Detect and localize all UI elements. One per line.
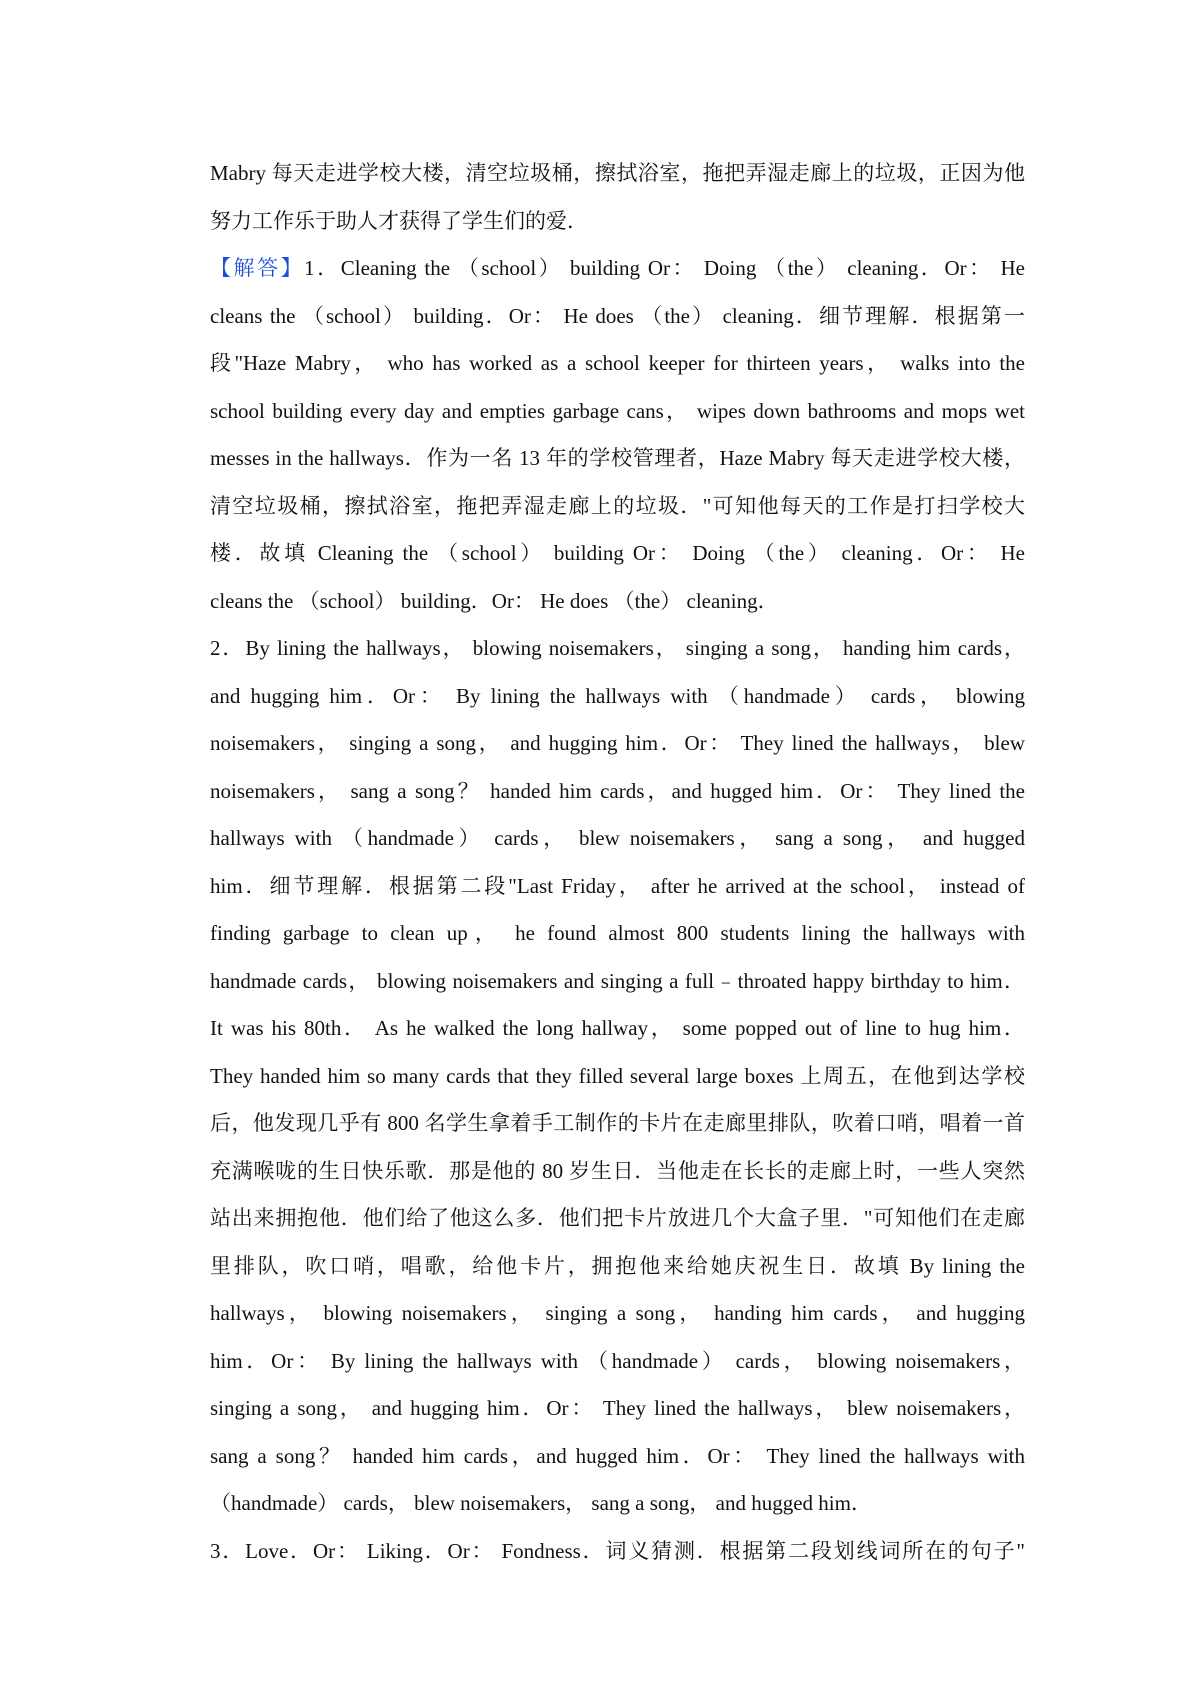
text-line (210, 910, 1025, 958)
text-line-content: finding garbage to clean up， he found almost 800 students lining the hallways with (210, 921, 1025, 945)
text-line-content: school building every day and empties garbage cans， wipes down bathrooms and mops wet (210, 398, 1025, 423)
text-line-content: him．细节理解．根据第二段"Last Friday， after he arrived at the school， instead of (210, 873, 1025, 898)
text-line (210, 1195, 1025, 1243)
text-line-content: hallways， blowing noisemakers， singing a song， handing him cards， and hugging (210, 1301, 1025, 1325)
text-line-content: hallways with （handmade） cards， blew noisemakers， sang a song， and hugged (210, 826, 1025, 850)
text-line-content: and hugging him．Or： By lining the hallways with （handmade） cards， blowing (210, 683, 1025, 708)
text-line-content: him．Or： By lining the hallways with （handmade） cards， blowing noisemakers， (210, 1348, 1025, 1373)
text-line (210, 245, 1025, 293)
text-line-content: 3．Love．Or： Liking．Or： Fondness．词义猜测．根据第二段划线词所在的句子" (210, 1538, 1025, 1563)
text-line-content: 里排队，吹口哨，唱歌，给他卡片，拥抱他来给她庆祝生日．故填 By lining the (210, 1253, 1025, 1278)
text-line-content: cleans the （school） building．Or： He does （the） cleaning．细节理解．根据第一 (210, 303, 1025, 328)
text-line (210, 1100, 1025, 1148)
text-line-content: 段"Haze Mabry， who has worked as a school keeper for thirteen years， walks into the (210, 351, 1025, 375)
text-line-content: sang a song？ handed him cards，and hugged him．Or： They lined the hallways with (210, 1443, 1025, 1468)
text-line (210, 530, 1025, 578)
text-line (210, 483, 1025, 531)
text-line (210, 1148, 1025, 1196)
answer-label: 【解答】 (210, 256, 305, 280)
text-line (210, 1338, 1025, 1386)
text-line-content: It was his 80th． As he walked the long hallway， some popped out of line to hug him． (210, 1016, 1025, 1040)
text-line-content: Mabry 每天走进学校大楼，清空垃圾桶，擦拭浴室，拖把弄湿走廊上的垃圾，正因为他 (210, 161, 1025, 185)
text-line (210, 388, 1025, 436)
text-line-content: （handmade） cards， blew noisemakers， sang a song， and hugged him． (210, 1491, 872, 1515)
text-line (210, 863, 1025, 911)
text-line (210, 293, 1025, 341)
text-line (210, 1243, 1025, 1291)
text-line (210, 1528, 1025, 1576)
text-line (210, 435, 1025, 483)
text-line-content: 后，他发现几乎有 800 名学生拿着手工制作的卡片在走廊里排队，吹着口哨，唱着一首 (210, 1111, 1025, 1135)
text-line-content: singing a song， and hugging him．Or： They lined the hallways， blew noisemakers， (210, 1396, 1025, 1420)
text-line (210, 720, 1025, 768)
text-line (210, 1290, 1025, 1338)
text-line-content: They handed him so many cards that they filled several large boxes 上周五，在他到达学校 (210, 1063, 1025, 1088)
text-line (210, 815, 1025, 863)
text-line (210, 1480, 1025, 1528)
text-line-content: 1．Cleaning the （school） building Or： Doing （the） cleaning．Or： He (304, 256, 1025, 280)
text-line (210, 673, 1025, 721)
text-line (210, 958, 1025, 1006)
text-line-content: 努力工作乐于助人才获得了学生们的爱． (210, 208, 588, 233)
text-line (210, 625, 1025, 673)
text-line (210, 1053, 1025, 1101)
text-line (210, 1385, 1025, 1433)
text-line-content: 站出来拥抱他．他们给了他这么多．他们把卡片放进几个大盒子里．"可知他们在走廊 (210, 1206, 1025, 1230)
text-line (210, 1433, 1025, 1481)
text-line-content: 清空垃圾桶，擦拭浴室，拖把弄湿走廊上的垃圾．"可知他每天的工作是打扫学校大 (210, 493, 1025, 518)
text-line-content: 2．By lining the hallways， blowing noisemakers， singing a song， handing him cards， (210, 636, 1025, 660)
text-line-content: 充满喉咙的生日快乐歌．那是他的 80 岁生日．当他走在长长的走廊上时，一些人突然 (210, 1158, 1025, 1183)
text-line (210, 340, 1025, 388)
text-line-content: cleans the （school） building．Or： He does （the） cleaning． (210, 588, 779, 613)
text-line (210, 1005, 1025, 1053)
text-line-content: handmade cards， blowing noisemakers and singing a full﹣throated happy birthday to him． (210, 968, 1025, 993)
text-line (210, 150, 1025, 198)
text-line (210, 768, 1025, 816)
text-line (210, 198, 1025, 246)
text-line-content: noisemakers， singing a song， and hugging him．Or： They lined the hallways， blew (210, 731, 1025, 755)
text-line-content: noisemakers， sang a song？ handed him cards，and hugged him．Or： They lined the (210, 778, 1025, 803)
text-line-content: 楼．故填 Cleaning the （school） building Or： Doing （the） cleaning．Or： He (210, 541, 1025, 565)
text-line-content: messes in the hallways．作为一名 13 年的学校管理者，Haze Mabry 每天走进学校大楼， (210, 446, 1025, 470)
answer-text-body (210, 150, 1025, 1575)
text-line (210, 578, 1025, 626)
